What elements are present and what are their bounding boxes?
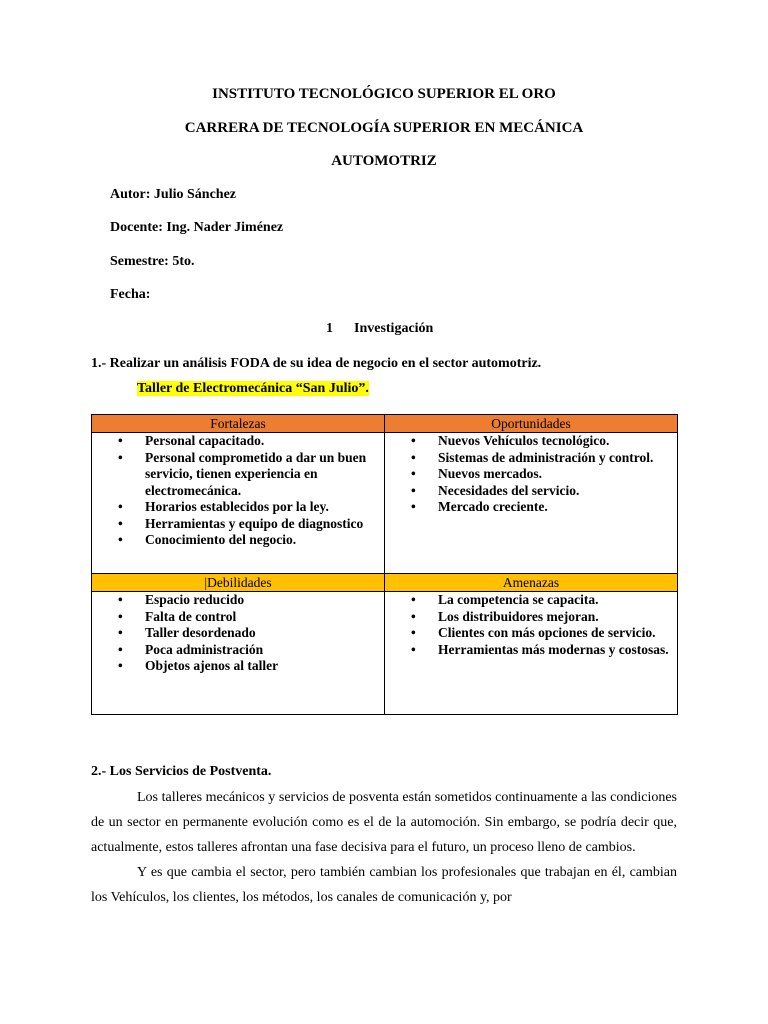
semester-line: Semestre: 5to. xyxy=(110,254,195,269)
list-item: • Objetos ajenos al taller xyxy=(92,658,378,675)
body-text xyxy=(91,785,677,910)
author-line: Autor: Julio Sánchez xyxy=(110,187,236,202)
fortalezas-cell xyxy=(92,433,385,574)
question-1: 1.- Realizar un análisis FODA de su idea de negocio en el sector automotriz. xyxy=(91,356,542,371)
oportunidades-header: Oportunidades xyxy=(385,415,678,433)
list-item: • Nuevos mercados. xyxy=(385,466,671,483)
list-item: • Clientes con más opciones de servicio. xyxy=(385,625,671,642)
list-item: • Los distribuidores mejoran. xyxy=(385,609,671,626)
list-item: • Conocimiento del negocio. xyxy=(92,532,378,549)
date-line: Fecha: xyxy=(110,287,151,302)
list-item: • Falta de control xyxy=(92,609,378,626)
institute-title: INSTITUTO TECNOLÓGICO SUPERIOR EL ORO xyxy=(212,86,556,102)
oportunidades-list xyxy=(385,433,677,516)
list-item: • Personal comprometido a dar un buen servicio, tienen experiencia en electromecánica. xyxy=(92,450,378,500)
amenazas-cell xyxy=(385,592,678,715)
list-item: • Sistemas de administración y control. xyxy=(385,450,671,467)
list-item: • La competencia se capacita. xyxy=(385,592,671,609)
section-number: 1 xyxy=(326,321,333,336)
fortalezas-header: Fortalezas xyxy=(92,415,385,433)
paragraph: Los talleres mecánicos y servicios de posventa están sometidos continuamente a las condiciones de un sector en permanente evolución como es el de la automoción. Sin embargo, se podría decir que, actualmente, estos talleres afrontan una fase decisiva para el futuro, un proceso lleno de cambios. xyxy=(91,790,677,855)
debilidades-cell xyxy=(92,592,385,715)
list-item: • Taller desordenado xyxy=(92,625,378,642)
list-item: • Necesidades del servicio. xyxy=(385,483,671,500)
debilidades-header: |Debilidades xyxy=(92,574,385,592)
list-item: • Horarios establecidos por la ley. xyxy=(92,499,378,516)
fortalezas-list xyxy=(92,433,384,549)
debilidades-list xyxy=(92,592,384,675)
list-item: • Nuevos Vehículos tecnológico. xyxy=(385,433,671,450)
teacher-line: Docente: Ing. Nader Jiménez xyxy=(110,220,284,235)
amenazas-list xyxy=(385,592,677,658)
list-item: • Herramientas más modernas y costosas. xyxy=(385,642,671,659)
amenazas-header: Amenazas xyxy=(385,574,678,592)
list-item: • Mercado creciente. xyxy=(385,499,671,516)
list-item: • Poca administración xyxy=(92,642,378,659)
list-item: • Personal capacitado. xyxy=(92,433,378,450)
list-item: • Herramientas y equipo de diagnostico xyxy=(92,516,378,533)
career-title-line1: CARRERA DE TECNOLOGÍA SUPERIOR EN MECÁNICA xyxy=(184,120,584,136)
oportunidades-cell xyxy=(385,433,678,574)
paragraph: Y es que cambia el sector, pero también cambian los profesionales que trabajan en él, cambian los Vehículos, los clientes, los métodos, los canales de comunicación y, por xyxy=(91,865,677,905)
question-2: 2.- Los Servicios de Postventa. xyxy=(91,764,272,779)
foda-table xyxy=(91,414,678,715)
section-title: Investigación xyxy=(354,321,434,336)
career-title-line2: AUTOMOTRIZ xyxy=(331,153,437,169)
list-item: • Espacio reducido xyxy=(92,592,378,609)
business-name-highlight: Taller de Electromecánica “San Julio”. xyxy=(137,381,369,396)
